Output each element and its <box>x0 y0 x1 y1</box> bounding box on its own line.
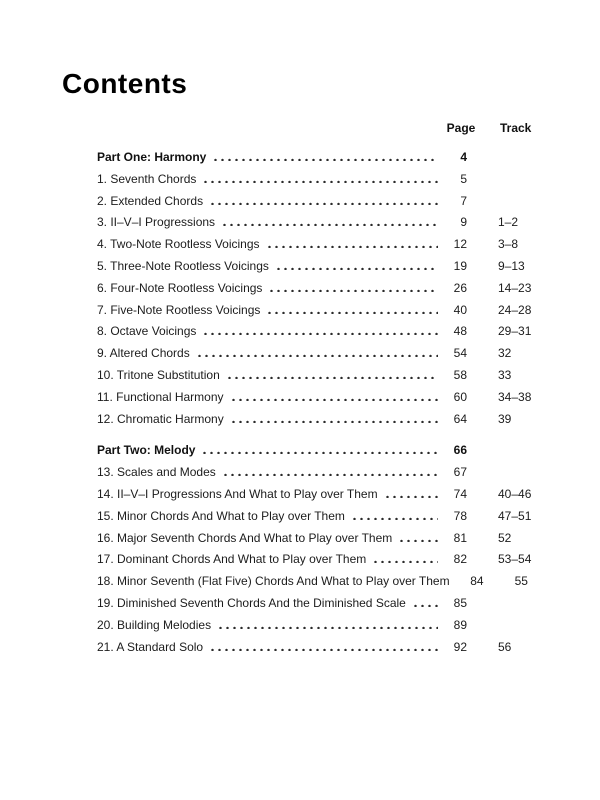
toc-entry-page: 74 <box>453 486 467 501</box>
toc-entry-label: 4. Two-Note Rootless Voicings <box>97 237 260 252</box>
toc-entry-label: 21. A Standard Solo <box>97 639 204 654</box>
dot-leader <box>350 516 438 520</box>
toc-entry-page: 4 <box>460 150 467 164</box>
toc-entry-page: 64 <box>453 411 467 426</box>
toc-entry-label: 1. Seventh Chords <box>97 171 197 186</box>
toc-row <box>97 487 558 509</box>
toc-entry-label: 14. II–V–I Progressions And What to Play over Them <box>97 486 378 501</box>
toc-entry-track: 55 <box>514 574 528 589</box>
toc-entry-track: 52 <box>498 530 512 545</box>
toc-row <box>97 618 558 640</box>
toc-entry-label: 12. Chromatic Harmony <box>97 411 224 426</box>
toc-entry-track: 34–38 <box>498 389 532 404</box>
dot-leader <box>208 201 438 205</box>
toc-row <box>97 640 558 662</box>
toc-column-headers <box>97 121 558 141</box>
toc-entry-track: 1–2 <box>498 215 519 230</box>
toc-entry-track: 14–23 <box>498 280 532 295</box>
page-title: Contents <box>62 68 188 99</box>
toc-entry-page: 81 <box>453 530 467 545</box>
toc-entry-page: 7 <box>460 193 467 208</box>
toc-entry-label: 11. Functional Harmony <box>97 389 224 404</box>
toc-entry-label: 6. Four-Note Rootless Voicings <box>97 280 263 295</box>
toc-entry-label: 13. Scales and Modes <box>97 465 216 480</box>
dot-leader <box>265 244 438 248</box>
toc-row <box>97 194 558 216</box>
toc-entry-label: 18. Minor Seventh (Flat Five) Chords And What to Play over Them <box>97 574 450 589</box>
toc-entry-page: 19 <box>453 258 467 273</box>
dot-leader <box>221 472 438 476</box>
toc-entry-label: 2. Extended Chords <box>97 193 204 208</box>
table-of-contents <box>97 121 558 661</box>
toc-rows <box>97 150 558 661</box>
dot-leader <box>265 310 438 314</box>
toc-row <box>97 324 558 346</box>
toc-row <box>97 259 558 281</box>
toc-entry-track: 56 <box>498 639 512 654</box>
dot-leader <box>411 603 438 607</box>
toc-row <box>97 596 558 618</box>
dot-leader <box>216 625 438 629</box>
toc-row <box>97 303 558 325</box>
toc-entry-page: 67 <box>453 465 467 480</box>
toc-entry-label: 15. Minor Chords And What to Play over Them <box>97 508 345 523</box>
toc-row <box>97 237 558 259</box>
dot-leader <box>383 494 438 498</box>
dot-leader <box>195 353 438 357</box>
dot-leader <box>201 179 438 183</box>
toc-entry-label: 9. Altered Chords <box>97 346 190 361</box>
dot-leader <box>225 375 438 379</box>
toc-entry-page: 9 <box>460 215 467 230</box>
toc-row <box>97 509 558 531</box>
toc-entry-page: 89 <box>453 617 467 632</box>
track-column-header: Track <box>500 121 532 135</box>
toc-entry-track: 40–46 <box>498 486 532 501</box>
toc-row <box>97 281 558 303</box>
toc-entry-page: 40 <box>453 302 467 317</box>
toc-row <box>97 172 558 194</box>
toc-entry-track: 32 <box>498 346 512 361</box>
dot-leader <box>201 331 438 335</box>
toc-row <box>97 552 558 574</box>
toc-entry-track: 33 <box>498 367 512 382</box>
toc-entry-page: 60 <box>453 389 467 404</box>
toc-entry-track: 39 <box>498 411 512 426</box>
dot-leader <box>274 266 438 270</box>
toc-entry-page: 82 <box>453 552 467 567</box>
toc-row <box>97 150 558 172</box>
toc-entry-label: 5. Three-Note Rootless Voicings <box>97 258 269 273</box>
toc-entry-track: 29–31 <box>498 324 532 339</box>
toc-row <box>97 215 558 237</box>
toc-row <box>97 531 558 553</box>
toc-row <box>97 443 558 465</box>
dot-leader <box>267 288 438 292</box>
toc-entry-page: 54 <box>453 346 467 361</box>
toc-entry-label: 10. Tritone Substitution <box>97 367 220 382</box>
dot-leader <box>229 419 438 423</box>
toc-entry-label: Part One: Harmony <box>97 150 207 164</box>
toc-entry-track: 53–54 <box>498 552 532 567</box>
toc-entry-track: 9–13 <box>498 258 525 273</box>
toc-row <box>97 346 558 368</box>
dot-leader <box>397 538 438 542</box>
toc-entry-label: 19. Diminished Seventh Chords And the Diminished Scale <box>97 595 406 610</box>
toc-entry-label: 20. Building Melodies <box>97 617 212 632</box>
toc-entry-track: 3–8 <box>498 237 519 252</box>
toc-entry-page: 92 <box>453 639 467 654</box>
toc-entry-track: 47–51 <box>498 508 532 523</box>
toc-row <box>97 390 558 412</box>
toc-entry-label: 17. Dominant Chords And What to Play over Them <box>97 552 367 567</box>
dot-leader <box>211 157 438 161</box>
toc-row <box>97 574 558 596</box>
toc-entry-page: 78 <box>453 508 467 523</box>
dot-leader <box>208 647 438 651</box>
toc-entry-page: 84 <box>470 574 484 589</box>
toc-entry-page: 48 <box>453 324 467 339</box>
dot-leader <box>200 450 438 454</box>
toc-entry-track: 24–28 <box>498 302 532 317</box>
toc-entry-label: 3. II–V–I Progressions <box>97 215 216 230</box>
toc-entry-label: 16. Major Seventh Chords And What to Play over Them <box>97 530 393 545</box>
toc-entry-page: 85 <box>453 595 467 610</box>
page-column-header: Page <box>446 121 476 135</box>
toc-entry-label: Part Two: Melody <box>97 443 196 458</box>
toc-row <box>97 465 558 487</box>
toc-entry-page: 66 <box>453 443 467 458</box>
dot-leader <box>229 397 438 401</box>
toc-row <box>97 412 558 434</box>
toc-entry-page: 12 <box>453 237 467 252</box>
toc-entry-page: 5 <box>460 171 467 186</box>
dot-leader <box>220 222 438 226</box>
toc-entry-label: 8. Octave Voicings <box>97 324 197 339</box>
dot-leader <box>371 559 438 563</box>
toc-entry-page: 26 <box>453 280 467 295</box>
toc-entry-page: 58 <box>453 367 467 382</box>
toc-entry-label: 7. Five-Note Rootless Voicings <box>97 302 261 317</box>
toc-row <box>97 368 558 390</box>
